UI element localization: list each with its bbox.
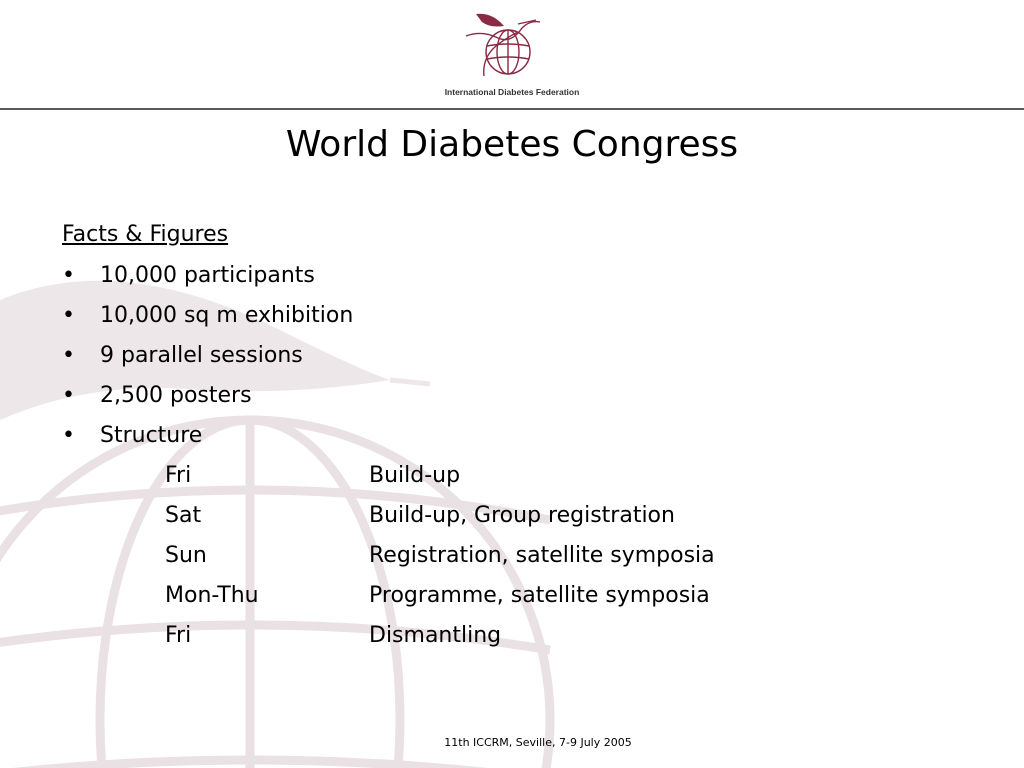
schedule-activity: Programme, satellite symposia	[369, 583, 710, 608]
schedule-day: Sun	[165, 543, 207, 568]
bullet-text: 9 parallel sessions	[100, 343, 303, 368]
bullet-marker: •	[62, 423, 75, 448]
schedule-activity: Build-up, Group registration	[369, 503, 675, 528]
bullet-marker: •	[62, 303, 75, 328]
bullet-text: 10,000 participants	[100, 263, 315, 288]
structure-schedule	[165, 462, 715, 662]
list-item	[62, 302, 353, 342]
list-item	[62, 422, 353, 462]
bullet-text: 10,000 sq m exhibition	[100, 303, 354, 328]
header-divider	[0, 108, 1024, 110]
schedule-row	[165, 582, 715, 622]
facts-list	[62, 262, 353, 462]
organization-name: International Diabetes Federation	[444, 87, 580, 97]
idf-logo	[456, 6, 546, 80]
schedule-row	[165, 542, 715, 582]
schedule-row	[165, 502, 715, 542]
schedule-row	[165, 462, 715, 502]
schedule-row	[165, 622, 715, 662]
slide-footer: 11th ICCRM, Seville, 7-9 July 2005	[444, 736, 632, 749]
schedule-activity: Registration, satellite symposia	[369, 543, 715, 568]
list-item	[62, 382, 353, 422]
bullet-marker: •	[62, 343, 75, 368]
list-item	[62, 342, 353, 382]
list-item	[62, 262, 353, 302]
schedule-activity: Dismantling	[369, 623, 502, 648]
section-heading: Facts & Figures	[62, 222, 229, 247]
slide-title: World Diabetes Congress	[285, 124, 739, 165]
bullet-text: Structure	[100, 423, 203, 448]
bullet-text: 2,500 posters	[100, 383, 252, 408]
schedule-day: Fri	[165, 463, 192, 488]
schedule-day: Sat	[165, 503, 202, 528]
schedule-day: Fri	[165, 623, 192, 648]
bullet-marker: •	[62, 383, 75, 408]
bullet-marker: •	[62, 263, 75, 288]
schedule-day: Mon-Thu	[165, 583, 259, 608]
schedule-activity: Build-up	[369, 463, 461, 488]
